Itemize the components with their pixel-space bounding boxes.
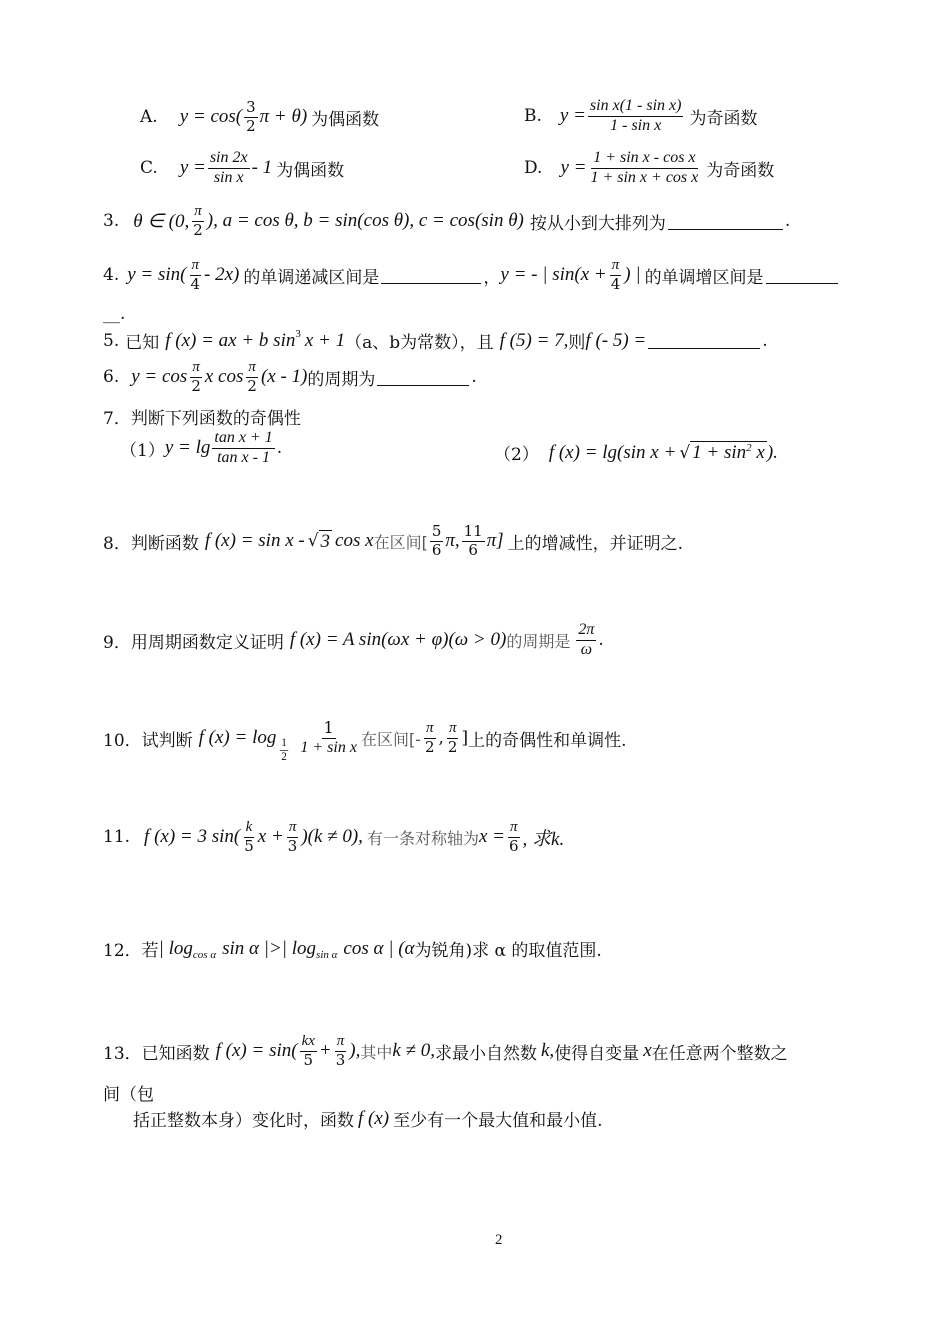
- q8-fraction-2: $\frac{11}{6}$: [463, 522, 483, 559]
- q3-end: .: [784, 211, 791, 232]
- q5-text-1: 已知: [125, 333, 160, 353]
- q5-text-2: （a、b为常数），且: [345, 333, 494, 353]
- q10-fraction-main: $\frac{1}{\text{1 + sin x}}$: [300, 718, 357, 756]
- q13-expr-f: x: [643, 1040, 652, 1062]
- q5-end: .: [762, 330, 768, 351]
- q4-text-1: 的单调递减区间是: [243, 267, 380, 288]
- q4-expr-c: y = - | sin(x +: [500, 264, 607, 286]
- q8-text-2: 上的增减性，并证明之.: [507, 533, 684, 554]
- question-7-part-1: [120, 430, 282, 467]
- q10-interval-open: 在区间[-: [360, 729, 421, 749]
- q11-expr-a: f (x) = 3 sin(: [144, 826, 241, 848]
- q5-number: 5.: [103, 330, 120, 351]
- option-c-fraction: $\frac{\sin 2x}{\text{sin x}}$: [209, 149, 248, 186]
- question-9: [103, 622, 604, 659]
- option-a-text: 为偶函数: [311, 109, 380, 130]
- q11-text: 有一条对称轴为: [366, 828, 479, 848]
- q9-fraction: $\frac{2\pi}{\omega}$: [578, 621, 595, 658]
- q7-part-2-label: （2）: [494, 445, 539, 465]
- q13-expr-b: +: [318, 1040, 332, 1062]
- q8-interval-close: π]: [486, 530, 504, 552]
- q10-text-2: 上的奇偶性和单调性.: [468, 730, 627, 751]
- q8-expr-a: f (x) = sin x -: [204, 530, 305, 552]
- q5-answer-blank[interactable]: [648, 332, 760, 349]
- q7-part-1-end: .: [276, 438, 283, 459]
- q13-expr-d: k ≠ 0,: [392, 1040, 435, 1062]
- q6-fraction-2: $\frac{\pi}{2}$: [247, 359, 257, 395]
- q3-expr-a: θ ∈ (0,: [133, 210, 190, 232]
- q9-text-intro: 9．用周期函数定义证明: [103, 632, 284, 653]
- option-c-expr-pre: y =: [179, 157, 206, 179]
- option-d: [524, 150, 774, 187]
- q10-text-intro: 10．试判断: [103, 730, 193, 751]
- q5-expr-c: f (5) = 7,: [499, 329, 569, 351]
- q7-sqrt-symbol: √: [679, 442, 691, 463]
- q12-expr-b: sin α |>| log: [222, 937, 317, 959]
- q11-fraction-2: $\frac{\pi}{3}$: [287, 819, 298, 855]
- option-b: [524, 98, 757, 135]
- q6-text: 的周期为: [307, 369, 376, 390]
- question-8: [103, 524, 683, 559]
- option-c-text: 为偶函数: [276, 160, 345, 181]
- q13-line-3-expr: f (x): [358, 1107, 390, 1129]
- q11-end: , 求k.: [522, 828, 565, 850]
- q13-text-intro: 13．已知函数: [103, 1043, 210, 1064]
- q3-fraction: $\frac{\pi}{2}$: [193, 203, 203, 239]
- q4-text-2: 的单调增区间是: [644, 267, 764, 288]
- option-c-label: C.: [140, 158, 158, 179]
- option-b-text: 为奇函数: [689, 108, 758, 129]
- q13-fraction-1: $\frac{kx}{5}$: [301, 1033, 315, 1069]
- q4-answer-blank-2[interactable]: [766, 267, 838, 284]
- q12-text: 为锐角)求 α 的取值范围.: [414, 941, 602, 961]
- q9-expr: f (x) = A sin(ωx + φ)(ω > 0): [289, 629, 507, 651]
- q4-expr-b: - 2x): [204, 264, 240, 286]
- q4-fraction-1: $\frac{\pi}{4}$: [190, 257, 201, 293]
- q13-text-1: 其中: [360, 1042, 393, 1062]
- question-3: [103, 204, 790, 239]
- q6-end: .: [471, 367, 477, 388]
- page-number: 2: [495, 1232, 503, 1248]
- q12-subscript-a: cos α: [192, 948, 217, 961]
- question-7-title: [103, 404, 301, 429]
- q10-fraction-1: $\frac{\pi}{2}$: [424, 720, 435, 756]
- q7-sqrt-body: [690, 441, 767, 464]
- q3-answer-blank[interactable]: [668, 213, 783, 230]
- q11-fraction-1: $\frac{k}{5}$: [244, 819, 254, 855]
- q5-text-3: 则: [568, 333, 586, 353]
- question-11: [103, 820, 564, 855]
- q11-expr-b: x +: [257, 826, 284, 848]
- q13-expr-e: k,: [541, 1040, 555, 1062]
- option-a-expr-post: π + θ): [259, 106, 308, 128]
- q5-expr-d: f (- 5) =: [585, 329, 647, 351]
- option-a-label: A.: [140, 107, 158, 128]
- q7-part-2-end: ).: [766, 441, 778, 463]
- q8-mid: π,: [445, 530, 460, 552]
- option-b-expr-pre: y =: [559, 105, 586, 127]
- option-c-expr-post: - 1: [251, 157, 273, 179]
- q5-expr-a: f (x) = ax + b sin: [165, 329, 296, 351]
- question-13-line-2: [103, 1080, 154, 1105]
- q5-superscript: 3: [295, 327, 301, 340]
- question-7-part-2: [494, 440, 778, 465]
- q10-interval-close: ]: [461, 728, 469, 749]
- q10-comma: ,: [438, 728, 444, 749]
- q4-tail-text: __.: [103, 304, 126, 324]
- q7-sqrt-superscript: 2: [746, 442, 752, 454]
- q8-sqrt-body: 3: [320, 530, 331, 552]
- question-13: [103, 1034, 788, 1069]
- q6-expr-b: x cos: [204, 366, 244, 388]
- q4-tail: [103, 304, 125, 324]
- q4-fraction-2: $\frac{\pi}{4}$: [610, 257, 621, 293]
- q6-expr-a: y = cos: [131, 366, 188, 388]
- option-d-fraction: $\frac{\text{1 + sin x - cos x}}{\text{1 + sin x + cos x}}$: [590, 149, 699, 186]
- q3-expr-b: ), a = cos θ, b = sin(cos θ), c = cos(sin θ): [206, 210, 524, 232]
- option-b-label: B.: [524, 106, 542, 127]
- question-4: [103, 258, 840, 293]
- q8-expr-b: cos x: [335, 530, 374, 552]
- question-12: [103, 936, 602, 961]
- option-d-text: 为奇函数: [706, 160, 775, 181]
- q13-text-2: 求最小自然数: [435, 1043, 537, 1064]
- q5-expr-b: x + 1: [304, 329, 346, 351]
- q13-text-4: 在任意两个整数之: [651, 1043, 788, 1064]
- q13-fraction-2: $\frac{\pi}{3}$: [335, 1033, 346, 1069]
- q10-fraction-2: $\frac{\pi}{2}$: [447, 720, 458, 756]
- q4-expr-a: y = sin(: [127, 264, 187, 286]
- q4-answer-blank-1[interactable]: [381, 267, 481, 284]
- q8-text-intro: 8．判断函数: [103, 533, 199, 554]
- q10-log-base: $\frac{1}{2}$: [281, 736, 288, 763]
- option-c: [140, 150, 344, 187]
- q11-fraction-3: $\frac{\pi}{6}$: [508, 819, 519, 855]
- option-b-fraction: $\frac{\text{sin x(1 - sin x)}}{\text{1 - sin x}}$: [589, 97, 682, 134]
- q13-text-3: 使得自变量: [554, 1043, 640, 1064]
- q7-sqrt-text: 1 + sin: [692, 442, 747, 463]
- q9-text: 的周期是: [506, 631, 571, 651]
- q12-expr-a: | log: [158, 937, 193, 959]
- q7-part-1-label: （1）: [120, 440, 165, 461]
- q7-part-2-expr: f (x) = lg(sin x +: [548, 441, 677, 463]
- q13-expr-a: f (x) = sin(: [215, 1040, 298, 1062]
- q6-number: 6.: [103, 367, 120, 388]
- q12-text-intro: 12．若: [103, 941, 159, 961]
- q8-fraction-1: $\frac{5}{6}$: [431, 522, 442, 559]
- q4-expr-d: ) |: [624, 264, 641, 286]
- q13-line-2-text: 间（包: [103, 1085, 154, 1105]
- question-6: [103, 360, 477, 395]
- q11-expr-d: x =: [478, 826, 505, 848]
- q6-fraction-1: $\frac{\pi}{2}$: [191, 359, 201, 395]
- q11-expr-c: )(k ≠ 0),: [301, 826, 363, 848]
- q12-subscript-b: sin α: [316, 948, 338, 961]
- q6-expr-c: (x - 1): [260, 366, 308, 388]
- q4-number: 4.: [103, 265, 120, 286]
- q12-expr-c: cos α | (α: [343, 937, 415, 959]
- q3-number: 3.: [103, 211, 120, 232]
- q3-text: 按从小到大排列为: [529, 213, 666, 234]
- q7-title: 7．判断下列函数的奇偶性: [103, 409, 301, 429]
- q7-sqrt-x: x: [756, 442, 765, 463]
- q10-expr-a: f (x) = log: [198, 727, 277, 749]
- q13-expr-c: ),: [349, 1040, 361, 1062]
- option-d-label: D.: [524, 158, 543, 179]
- q8-sqrt-symbol: √: [307, 531, 319, 552]
- q4-separator: ，: [483, 267, 501, 288]
- q6-answer-blank[interactable]: [377, 369, 469, 386]
- option-a: [140, 100, 379, 135]
- question-10: [103, 718, 627, 763]
- q8-interval-open: 在区间[: [373, 532, 428, 552]
- option-a-expr-pre: y = cos(: [179, 106, 243, 128]
- q13-line-3-text-b: 至少有一个最大值和最小值.: [393, 1111, 603, 1131]
- question-13-line-3: [133, 1106, 603, 1131]
- q13-line-3-text-a: 括正整数本身）变化时，函数: [133, 1111, 354, 1131]
- option-d-expr-pre: y =: [560, 157, 587, 179]
- option-a-fraction: $\frac{3}{2}$: [246, 98, 256, 135]
- q9-end: .: [598, 630, 604, 651]
- q7-part-1-fraction: $\frac{\text{tan x + 1}}{\text{tan x - 1}}$: [214, 429, 273, 466]
- q11-number: 11.: [103, 827, 131, 848]
- question-5: [103, 328, 768, 353]
- q7-part-1-expr: y = lg: [164, 437, 211, 459]
